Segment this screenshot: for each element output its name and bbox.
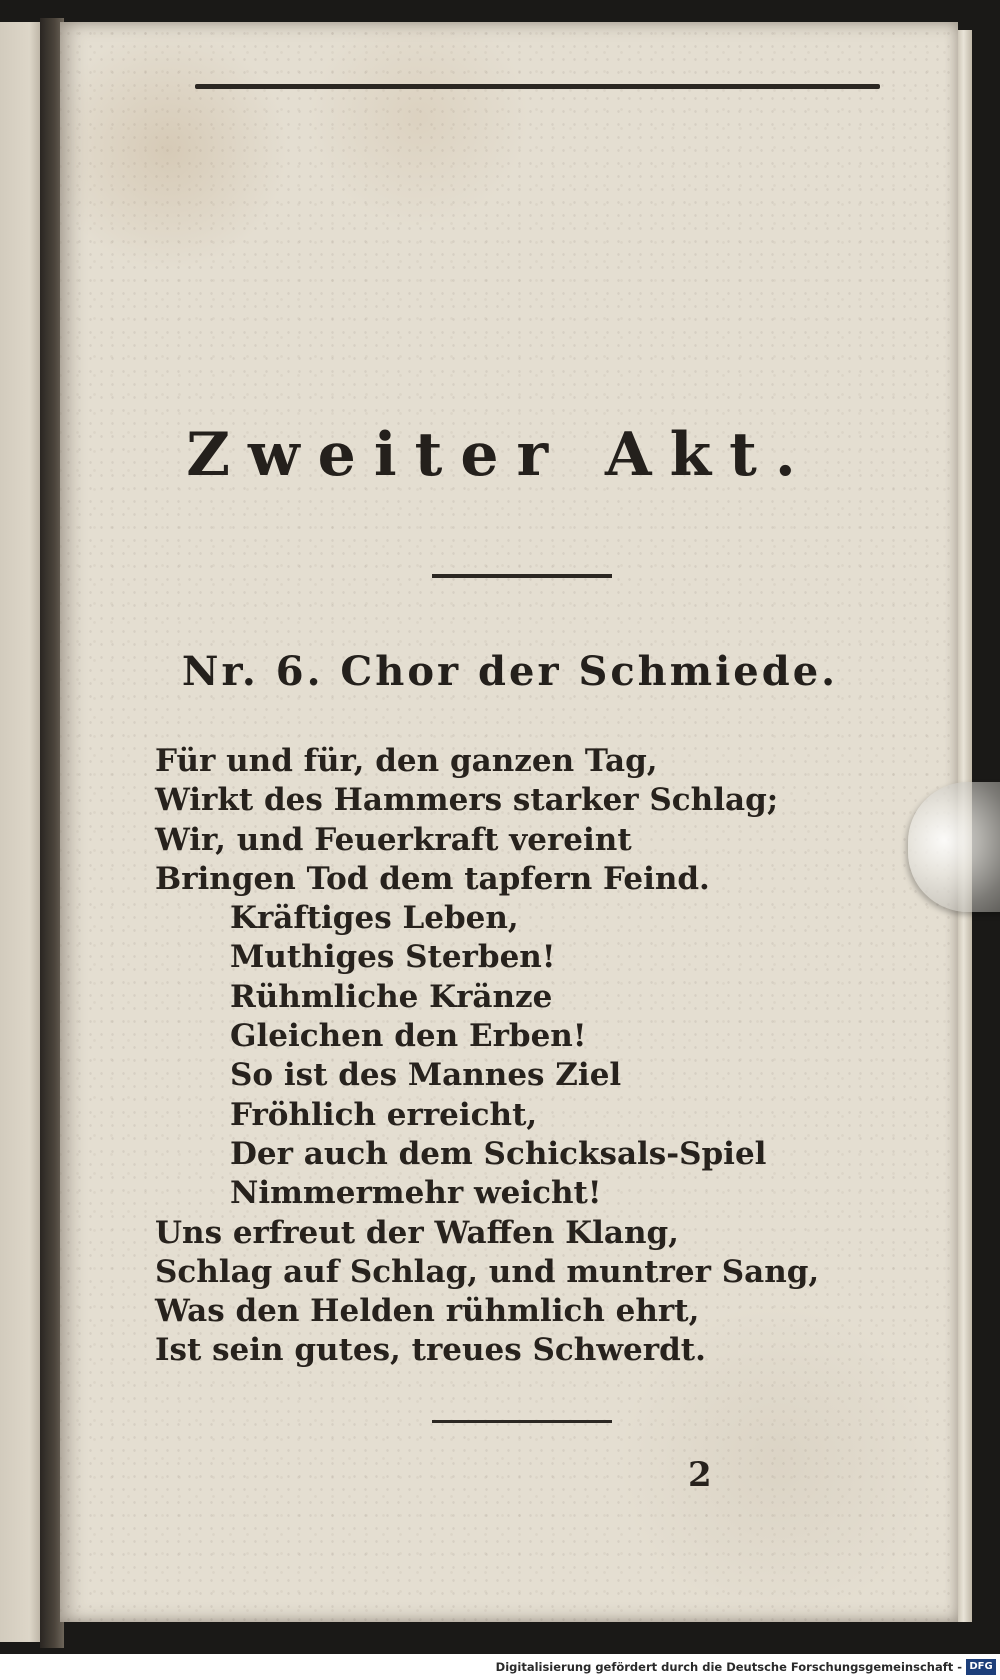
number-title: Nr. 6. Chor der Schmiede. bbox=[181, 648, 839, 695]
page-number: 2 bbox=[688, 1455, 712, 1495]
top-rule bbox=[195, 84, 880, 89]
verse-line-indented: Nimmermehr weicht! bbox=[230, 1175, 602, 1212]
verse-line-indented: Gleichen den Erben! bbox=[230, 1018, 587, 1055]
verse-line: Schlag auf Schlag, und muntrer Sang, bbox=[155, 1253, 820, 1290]
verse-line: Wir, und Feuerkraft vereint bbox=[155, 821, 632, 858]
verse-line: Wirkt des Hammers starker Schlag; bbox=[155, 782, 779, 819]
verse-line-indented: Rühmliche Kränze bbox=[230, 978, 553, 1015]
verse-line: Für und für, den ganzen Tag, bbox=[155, 743, 658, 779]
left-page-edge bbox=[0, 22, 42, 1642]
act-title: Zweiter Akt. bbox=[186, 420, 814, 490]
verse-line-indented: Fröhlich erreicht, bbox=[230, 1096, 538, 1133]
dfg-logo-icon: DFG bbox=[966, 1659, 996, 1675]
digitization-footer bbox=[0, 1654, 1000, 1680]
verse-line: Bringen Tod dem tapfern Feind. bbox=[155, 860, 710, 897]
verse-line: Ist sein gutes, treues Schwerdt. bbox=[155, 1332, 706, 1369]
bottom-rule bbox=[432, 1420, 612, 1423]
verse-line-indented: Der auch dem Schicksals-Spiel bbox=[230, 1135, 767, 1172]
verse-line: Uns erfreut der Waffen Klang, bbox=[155, 1214, 679, 1251]
verse-line-indented: Kräftiges Leben, bbox=[230, 900, 519, 937]
funding-credit: Digitalisierung gefördert durch die Deutsche Forschungsgemeinschaft - bbox=[495, 1660, 962, 1674]
verse-block bbox=[155, 742, 819, 1371]
verse-line-indented: Muthiges Sterben! bbox=[230, 939, 556, 976]
verse-line: Was den Helden rühmlich ehrt, bbox=[155, 1293, 700, 1330]
verse-line-indented: So ist des Mannes Ziel bbox=[230, 1057, 622, 1094]
title-rule bbox=[432, 574, 612, 578]
